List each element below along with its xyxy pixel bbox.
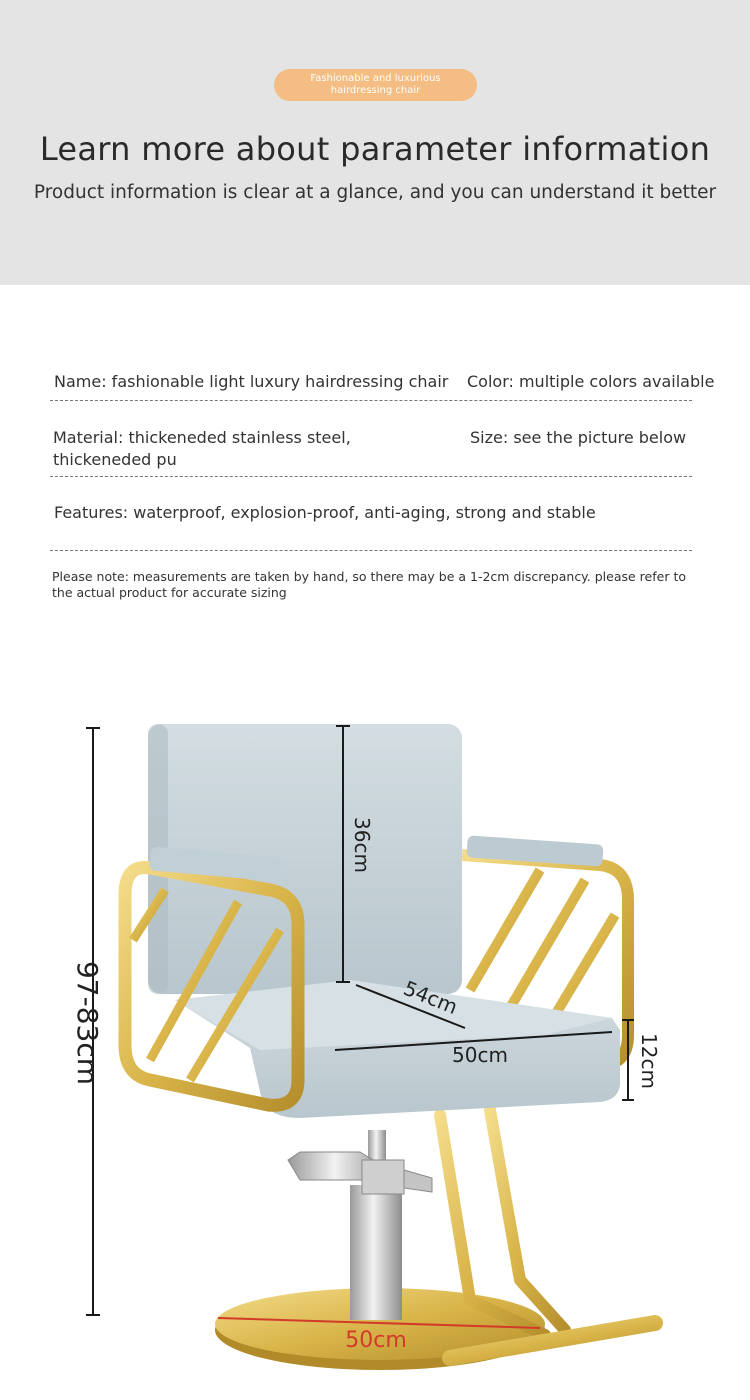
chair-diagram <box>0 640 750 1400</box>
overall-height-label: 97-83cm <box>71 960 104 1086</box>
page-title: Learn more about parameter information <box>39 130 711 168</box>
badge-line-2: hairdressing chair <box>330 85 421 96</box>
seat-width-label: 50cm <box>452 1043 508 1067</box>
page-subtitle: Product information is clear at a glance, and you can understand it better <box>33 182 717 203</box>
spec-color: Color: multiple colors available <box>467 372 715 391</box>
seat-thickness-label: 12cm <box>637 1033 661 1089</box>
header-banner <box>0 0 750 285</box>
spec-name: Name: fashionable light luxury hairdressing chair <box>54 372 449 391</box>
spec-material-line-1: Material: thickeneded stainless steel, <box>53 428 351 447</box>
backrest-height-label: 36cm <box>350 817 374 873</box>
divider <box>50 550 692 551</box>
product-badge <box>274 69 477 101</box>
spec-size: Size: see the picture below <box>470 428 687 447</box>
spec-material <box>53 427 351 471</box>
measurement-note: Please note: measurements are taken by hand, so there may be a 1-2cm discrepancy. please refer to the actual product for accurate sizing <box>52 569 686 600</box>
spec-material-line-2: thickeneded pu <box>53 450 177 469</box>
spec-features: Features: waterproof, explosion-proof, anti-aging, strong and stable <box>54 503 596 522</box>
base-diameter-label: 50cm <box>345 1328 407 1353</box>
seat-depth-label: 54cm <box>400 975 462 1020</box>
badge-line-1: Fashionable and luxurious <box>310 73 441 84</box>
divider <box>50 400 692 401</box>
divider <box>50 476 692 477</box>
